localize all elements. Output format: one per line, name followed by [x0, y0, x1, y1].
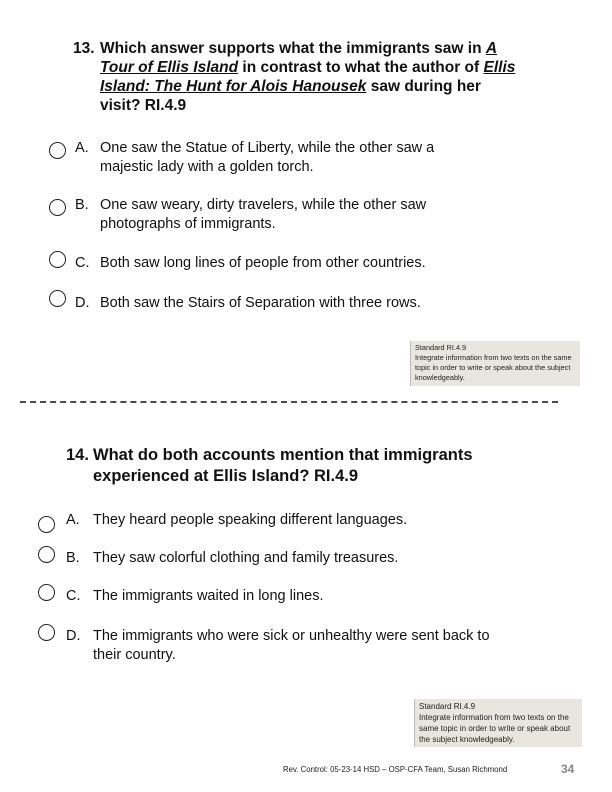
revision-footer: Rev. Control: 05-23-14 HSD – OSP-CFA Team, Susan Richmond: [283, 765, 508, 774]
section-divider: [20, 401, 558, 403]
option-14a-text: They heard people speaking different languages.: [93, 512, 408, 528]
standard-title-14: Standard RI.4.9: [419, 702, 476, 711]
standard-text-14: Integrate information from two texts on the same topic in order to write or speak about the subject knowledgeably.: [419, 713, 571, 744]
option-13b-letter: B.: [75, 197, 89, 213]
option-14b-text: They saw colorful clothing and family treasures.: [93, 550, 399, 566]
standard-text-13: Integrate information from two texts on the same topic in order to write or speak about the subject knowledgeably.: [415, 353, 572, 382]
option-13a-text: One saw the Statue of Liberty, while the other saw a majestic lady with a golden torch.: [100, 140, 435, 175]
question-13-number: 13.: [73, 40, 95, 57]
standard-title-13: Standard RI.4.9: [415, 343, 467, 352]
answer-bubble-13a[interactable]: [49, 142, 66, 159]
answer-bubble-13d[interactable]: [49, 290, 66, 307]
option-13c-text: Both saw long lines of people from other countries.: [100, 255, 426, 271]
question-14-number: 14.: [66, 446, 89, 464]
page-number: 34: [561, 762, 575, 776]
answer-bubble-14b[interactable]: [38, 546, 55, 563]
standard-box-14: [414, 699, 582, 747]
option-13a-letter: A.: [75, 140, 89, 156]
question-14-stem: What do both accounts mention that immigrants experienced at Ellis Island? RI.4.9: [93, 446, 473, 485]
answer-bubble-14d[interactable]: [38, 624, 55, 641]
option-13d-letter: D.: [75, 295, 90, 311]
option-14c-letter: C.: [66, 588, 81, 604]
text-title-1: A Tour of Ellis Island: [100, 40, 498, 76]
answer-bubble-14c[interactable]: [38, 584, 55, 601]
answer-bubble-13c[interactable]: [49, 251, 66, 268]
option-14d-letter: D.: [66, 628, 81, 644]
option-14c-text: The immigrants waited in long lines.: [93, 588, 324, 604]
question-13: [73, 39, 523, 115]
option-14d-text: The immigrants who were sick or unhealthy were sent back to their country.: [93, 628, 490, 663]
answer-bubble-13b[interactable]: [49, 199, 66, 216]
option-14b-letter: B.: [66, 550, 80, 566]
option-13c-letter: C.: [75, 255, 90, 271]
text-title-2: Ellis Island: The Hunt for Alois Hanousek: [100, 59, 516, 95]
standard-box-13: [410, 341, 580, 386]
question-14: [66, 445, 536, 487]
option-14a-letter: A.: [66, 512, 80, 528]
option-13d-text: Both saw the Stairs of Separation with three rows.: [100, 295, 421, 311]
option-13b-text: One saw weary, dirty travelers, while the other saw photographs of immigrants.: [100, 197, 427, 232]
question-13-stem: Which answer supports what the immigrants saw in A Tour of Ellis Island in contrast to what the author of Ellis Island: The Hunt for Alois Hanousek saw during her visit? RI.4.9: [100, 40, 516, 114]
answer-bubble-14a[interactable]: [38, 516, 55, 533]
